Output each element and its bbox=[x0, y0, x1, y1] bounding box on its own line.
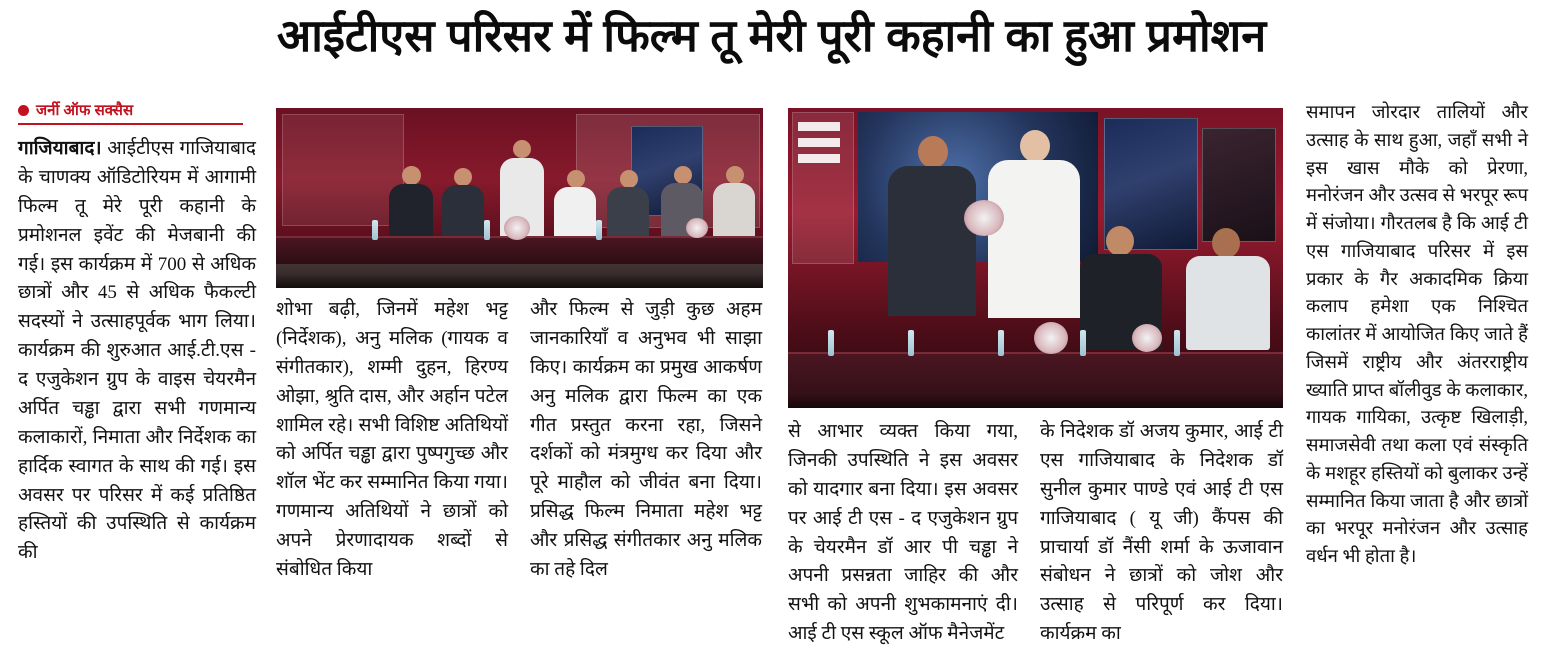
photo-person-honoree bbox=[988, 160, 1080, 318]
column-2 bbox=[276, 296, 508, 585]
photo-water-bottle bbox=[372, 220, 378, 240]
photo-flower-arrangement bbox=[1034, 322, 1068, 354]
photo-flower-arrangement bbox=[686, 218, 708, 238]
column-4-text: से आभार व्यक्त किया गया, जिनकी उपस्थिति ने इस अवसर को यादगार बना दिया। इस अवसर पर आई टी एस - द एजुकेशन ग्रुप के चेयरमैन डॉ आर पी चड्ढा ने अपनी प्रसन्नता जाहिर की और सभी को अपनी शुभकामनाएं दी। आई टी एस स्कूल ऑफ मैनेजमेंट bbox=[788, 421, 1018, 645]
photo-person-head bbox=[918, 136, 948, 168]
photo-person-head bbox=[402, 166, 421, 185]
panel-stage-photo bbox=[276, 108, 763, 288]
photo-water-bottle bbox=[1080, 330, 1086, 356]
photo-flower-arrangement bbox=[504, 216, 530, 240]
photo-person-head bbox=[620, 170, 638, 188]
photo-person-head bbox=[567, 170, 585, 188]
photo-sponsor-logo bbox=[798, 154, 840, 163]
column-1-paragraph bbox=[18, 135, 256, 568]
photo-water-bottle bbox=[828, 330, 834, 356]
photo-person-head bbox=[513, 140, 531, 158]
kicker-divider bbox=[18, 123, 243, 125]
dateline: गाजियाबाद। bbox=[18, 138, 102, 159]
photo-vignette bbox=[788, 394, 1283, 408]
page-title: आईटीएस परिसर में फिल्म तू मेरी पूरी कहानी का हुआ प्रमोशन bbox=[276, 10, 1267, 61]
column-6 bbox=[1306, 100, 1528, 572]
column-5 bbox=[1040, 418, 1283, 649]
column-6-text: समापन जोरदार तालियों और उत्साह के साथ हुआ, जहाँ सभी ने इस खास मौके को प्रेरणा, मनोरंजन और उत्सव से भरपूर रूप में संजोया। गौरतलब है कि आई टी एस गाजियाबाद परिसर में इस प्रकार के गैर अकादमिक क्रिया कलाप हमेशा एक निश्चित कालांतर में आयोजित किए जाते हैं जिसमें राष्ट्रीय और अंतरराष्ट्रीय ख्याति प्राप्त बॉलीवुड के कलाकार, गायक गायिका, उत्कृष्ट खिलाड़ी, समाजसेवी तथा कला एवं संस्कृति के मशहूर हस्तियों को बुलाकर उन्हें सम्मानित किया जाता है और छात्रों का भरपूर मनोरंजन और उत्साह वर्धन भी होता है। bbox=[1306, 103, 1528, 567]
photo-water-bottle bbox=[484, 220, 490, 240]
photo-water-bottle bbox=[596, 220, 602, 240]
photo-person-seated bbox=[1186, 256, 1270, 350]
felicitation-photo bbox=[788, 108, 1283, 408]
photo-sponsor-logo bbox=[798, 122, 840, 131]
red-dot-icon bbox=[18, 105, 29, 116]
photo-water-bottle bbox=[908, 330, 914, 356]
photo-person-head bbox=[1106, 226, 1134, 256]
photo-person-head bbox=[674, 166, 692, 184]
photo-person-head bbox=[1212, 228, 1240, 258]
photo-sponsor-logo bbox=[798, 138, 840, 147]
photo-backdrop-panel bbox=[282, 114, 404, 226]
article-body bbox=[18, 100, 1528, 645]
photo-person-head bbox=[1020, 130, 1050, 162]
column-3 bbox=[530, 296, 762, 585]
photo-person-guest bbox=[888, 166, 976, 316]
photo-bouquet bbox=[964, 200, 1004, 236]
kicker bbox=[18, 100, 256, 123]
column-1-text: आईटीएस गाजियाबाद के चाणक्य ऑडिटोरियम में आगामी फिल्म तू मेरे पूरी कहानी के प्रमोशनल इवेंट की मेजबानी की गई। इस कार्यक्रम में 700 से अधिक छात्रों और 45 से अधिक फैकल्टी सदस्यों ने उत्साहपूर्वक भाग लिया। कार्यक्रम की शुरुआत आई.टी.एस - द एजुकेशन ग्रुप के वाइस चेयरमैन अर्पित चड्ढा द्वारा सभी गणमान्य कलाकारों, निमाता और निर्देशक का हार्दिक स्वागत के साथ की गई। इस अवसर पर परिसर में कई प्रतिष्ठित हस्तियों की उपस्थिति से कार्यक्रम की bbox=[18, 138, 256, 564]
photo-movie-poster-secondary bbox=[1202, 128, 1276, 242]
photo-table bbox=[276, 236, 763, 264]
column-3-text: और फिल्म से जुड़ी कुछ अहम जानकारियाँ व अनुभव भी साझा किए। कार्यक्रम का प्रमुख आकर्षण अनु मलिक द्वारा फिल्म का एक गीत प्रस्तुत करना रहा, जिसने दर्शकों को मंत्रमुग्ध कर दिया और पूरे माहौल को जीवंत बना दिया। प्रसिद्ध फिल्म निमाता महेश भट्ट और प्रसिद्ध संगीतकार अनु मलिक का तहे दिल bbox=[530, 299, 762, 580]
photo-person-head bbox=[454, 168, 472, 186]
column-4 bbox=[788, 418, 1018, 649]
column-5-text: के निदेशक डॉ अजय कुमार, आई टी एस गाजियाबाद के निदेशक डॉ सुनील कुमार पाण्डे एवं आई टी एस गाजियाबाद ( यू जी) कैंपस की प्राचार्या डॉ नैंसी शर्मा के ऊजावान संबोधन ने छात्रों को जोश और उत्साह से परिपूर्ण कर दिया। कार्यक्रम का bbox=[1040, 421, 1283, 645]
column-1 bbox=[18, 100, 256, 568]
photo-vignette bbox=[276, 274, 763, 288]
column-2-text: शोभा बढ़ी, जिनमें महेश भट्ट (निर्देशक), अनु मलिक (गायक व संगीतकार), शम्मी दुहन, हिरण्य ओझा, श्रुति दास, और अर्हान पटेल शामिल रहे। सभी विशिष्ट अतिथियों को अर्पित चड्ढा द्वारा पुष्पगुच्छ और शॉल भेंट कर सम्मानित किया गया। गणमान्य अतिथियों ने छात्रों को अपने प्रेरणादायक शब्दों से संबोधित किया bbox=[276, 299, 508, 580]
photo-person-head bbox=[726, 166, 744, 184]
photo-water-bottle bbox=[998, 330, 1004, 356]
photo-water-bottle bbox=[1174, 330, 1180, 356]
kicker-label: जर्नी ऑफ सक्सैस bbox=[36, 102, 134, 119]
photo-backdrop-left bbox=[792, 112, 854, 264]
photo-flower-arrangement bbox=[1132, 324, 1162, 352]
